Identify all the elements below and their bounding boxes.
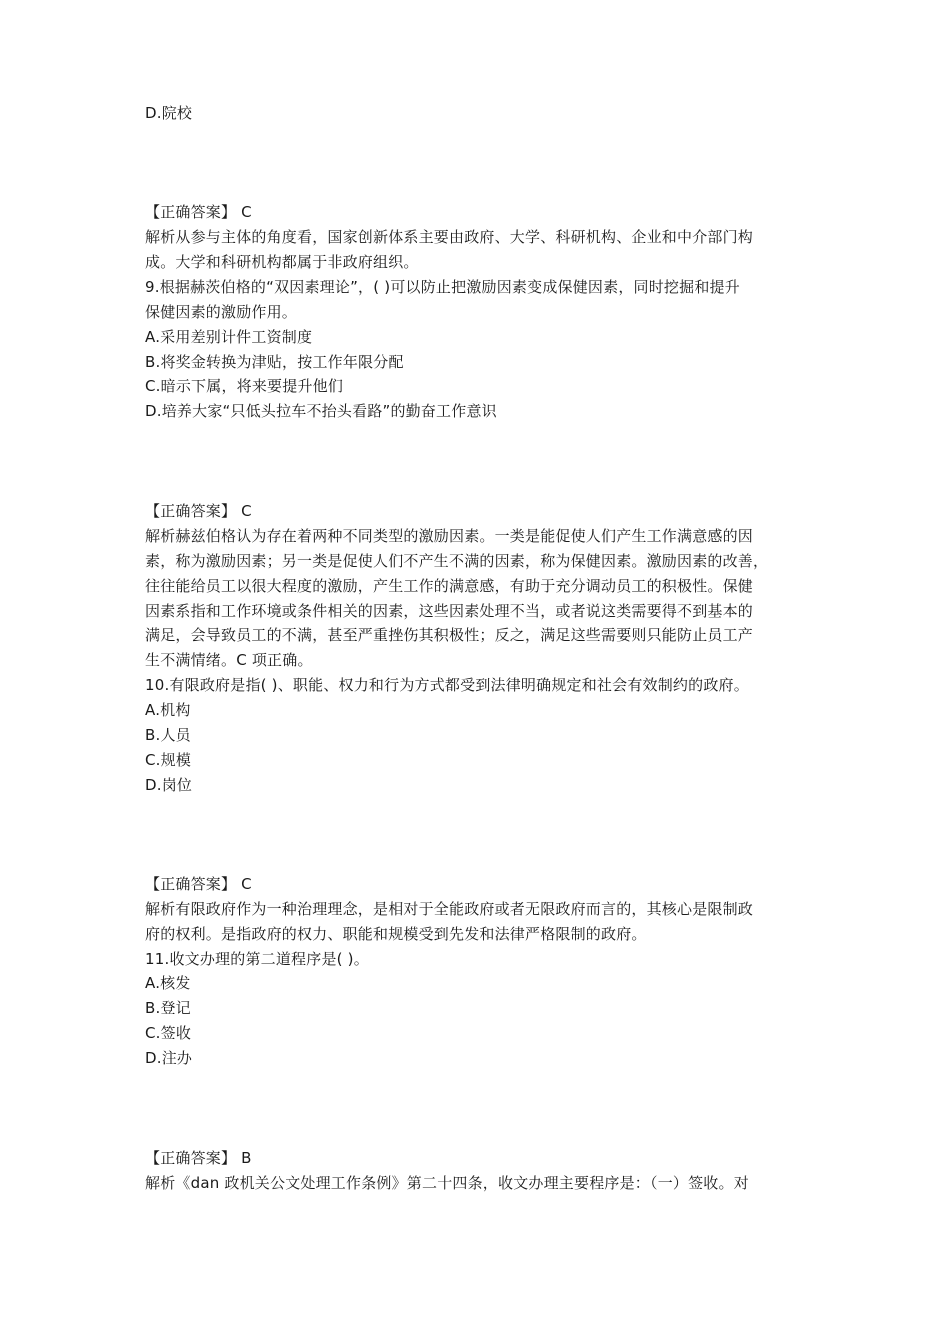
option-b-line: B.人员 xyxy=(145,726,191,744)
question-line: 9.根据赫茨伯格的“双因素理论”，( )可以防止把激励因素变成保健因素，同时挖掘和提升 xyxy=(145,278,740,296)
option-d-line: D.注办 xyxy=(145,1049,193,1067)
answer-line: 【正确答案】 C xyxy=(145,203,252,221)
option-d-line: D.岗位 xyxy=(145,776,193,794)
explanation-line: 解析赫兹伯格认为存在着两种不同类型的激励因素。一类是能促使人们产生工作满意感的因 xyxy=(145,527,754,545)
option-b-line: B.将奖金转换为津贴，按工作年限分配 xyxy=(145,353,404,371)
answer-line: 【正确答案】 B xyxy=(145,1149,252,1167)
option-d-line: D.培养大家“只低头拉车不抬头看路”的勤奋工作意识 xyxy=(145,402,497,420)
explanation-line: 满足，会导致员工的不满，甚至严重挫伤其积极性；反之，满足这些需要则只能防止员工产 xyxy=(145,626,754,644)
question-line: 保健因素的激励作用。 xyxy=(145,303,298,321)
option-d-line: D.院校 xyxy=(145,104,193,122)
explanation-line: 往往能给员工以很大程度的激励，产生工作的满意感，有助于充分调动员工的积极性。保健 xyxy=(145,577,754,595)
explanation-line: 因素系指和工作环境或条件相关的因素，这些因素处理不当，或者说这类需要得不到基本的 xyxy=(145,602,754,620)
explanation-line: 解析有限政府作为一种治理理念，是相对于全能政府或者无限政府而言的，其核心是限制政 xyxy=(145,900,754,918)
explanation-line: 成。大学和科研机构都属于非政府组织。 xyxy=(145,253,419,271)
option-a-line: A.核发 xyxy=(145,974,191,992)
answer-line: 【正确答案】 C xyxy=(145,875,252,893)
option-c-line: C.签收 xyxy=(145,1024,192,1042)
answer-line: 【正确答案】 C xyxy=(145,502,252,520)
explanation-line: 生不满情绪。C 项正确。 xyxy=(145,651,313,669)
question-line: 10.有限政府是指( )、职能、权力和行为方式都受到法律明确规定和社会有效制约的政府。 xyxy=(145,676,749,694)
explanation-line: 解析《dan 政机关公文处理工作条例》第二十四条，收文办理主要程序是：（一）签收。对 xyxy=(145,1174,749,1192)
explanation-line: 府的权利。是指政府的权力、职能和规模受到先发和法律严格限制的政府。 xyxy=(145,925,647,943)
option-b-line: B.登记 xyxy=(145,999,191,1017)
explanation-line: 解析从参与主体的角度看，国家创新体系主要由政府、大学、科研机构、企业和中介部门构 xyxy=(145,228,754,246)
option-a-line: A.机构 xyxy=(145,701,191,719)
explanation-line: 素，称为激励因素；另一类是促使人们不产生不满的因素，称为保健因素。激励因素的改善， xyxy=(145,552,769,570)
question-line: 11.收文办理的第二道程序是( )。 xyxy=(145,950,369,968)
option-c-line: C.暗示下属，将来要提升他们 xyxy=(145,377,344,395)
option-c-line: C.规模 xyxy=(145,751,192,769)
option-a-line: A.采用差别计件工资制度 xyxy=(145,328,313,346)
